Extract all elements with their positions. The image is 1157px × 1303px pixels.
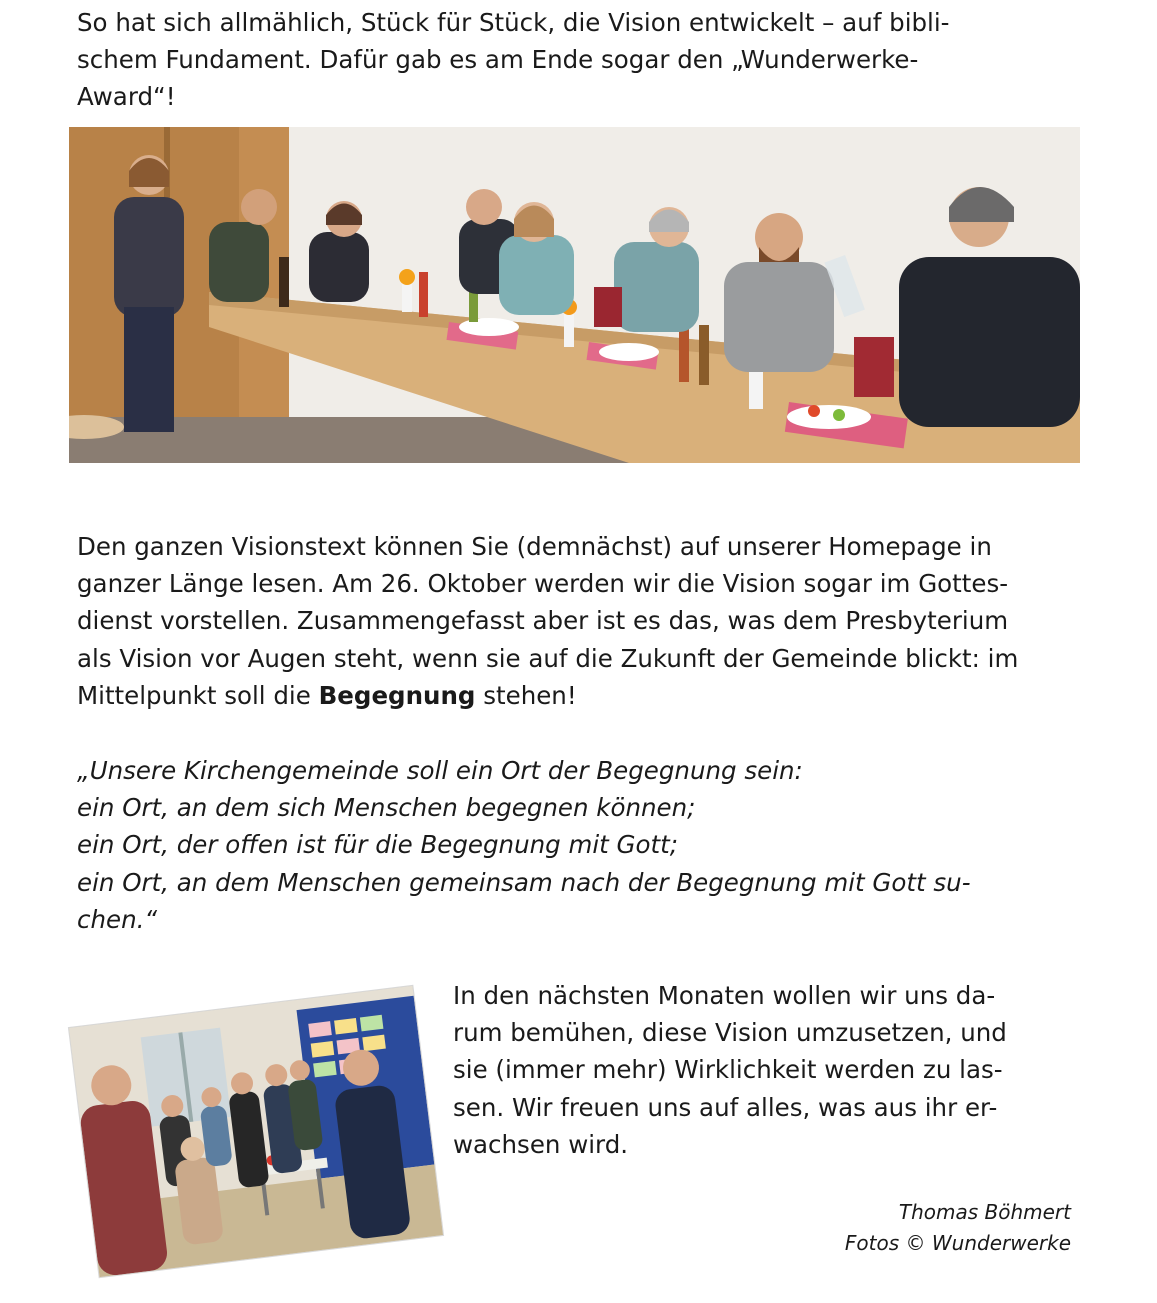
closing-paragraph [453,977,1073,1163]
emphasis-begegnung: Begegnung [318,680,476,710]
closing-line: rum bemühen, diese Vision umzusetzen, und [453,1018,1007,1048]
body-line: ganzer Länge lesen. Am 26. Oktober werden wir die Vision sogar im Gottes- [77,569,1009,599]
closing-line: In den nächsten Monaten wollen wir uns da- [453,981,996,1010]
quote-line: chen.“ [77,904,158,934]
intro-line: schem Fundament. Dafür gab es am Ende sogar den „Wunderwerke- [77,45,919,75]
body-line: Den ganzen Visionstext können Sie (demnächst) auf unserer Homepage in [77,532,992,561]
quote-line: „Unsere Kirchengemeinde soll ein Ort der Begegnung sein: [77,756,803,785]
body-paragraph [77,528,1077,714]
body-text: stehen! [475,680,577,710]
group-photo-room [69,986,443,1277]
quote-line: ein Ort, der offen ist für die Begegnung mit Gott; [77,830,678,860]
body-line: dienst vorstellen. Zusammengefasst aber ist es das, was dem Presbyterium [77,606,1009,636]
group-photo-table [69,127,1080,463]
body-last-line [77,677,1077,714]
quote-line: ein Ort, an dem Menschen gemeinsam nach der Begegnung mit Gott su- [77,867,971,897]
author-credit: Thomas Böhmert [898,1200,1071,1224]
closing-line: sen. Wir freuen uns auf alles, was aus ihr er- [453,1092,998,1122]
intro-line: Award“! [77,82,176,112]
vision-quote [77,752,1077,938]
closing-line: wachsen wird. [453,1129,629,1159]
photo-credit: Fotos © Wunderwerke [844,1231,1071,1255]
body-text: Mittelpunkt soll die [77,680,319,710]
body-line: als Vision vor Augen steht, wenn sie auf die Zukunft der Gemeinde blickt: im [77,643,1019,673]
quote-line: ein Ort, an dem sich Menschen begegnen können; [77,793,696,823]
intro-paragraph [77,4,1077,116]
intro-line: So hat sich allmählich, Stück für Stück, die Vision entwickelt – auf bibli- [77,8,950,37]
closing-line: sie (immer mehr) Wirklichkeit werden zu las- [453,1055,1003,1085]
